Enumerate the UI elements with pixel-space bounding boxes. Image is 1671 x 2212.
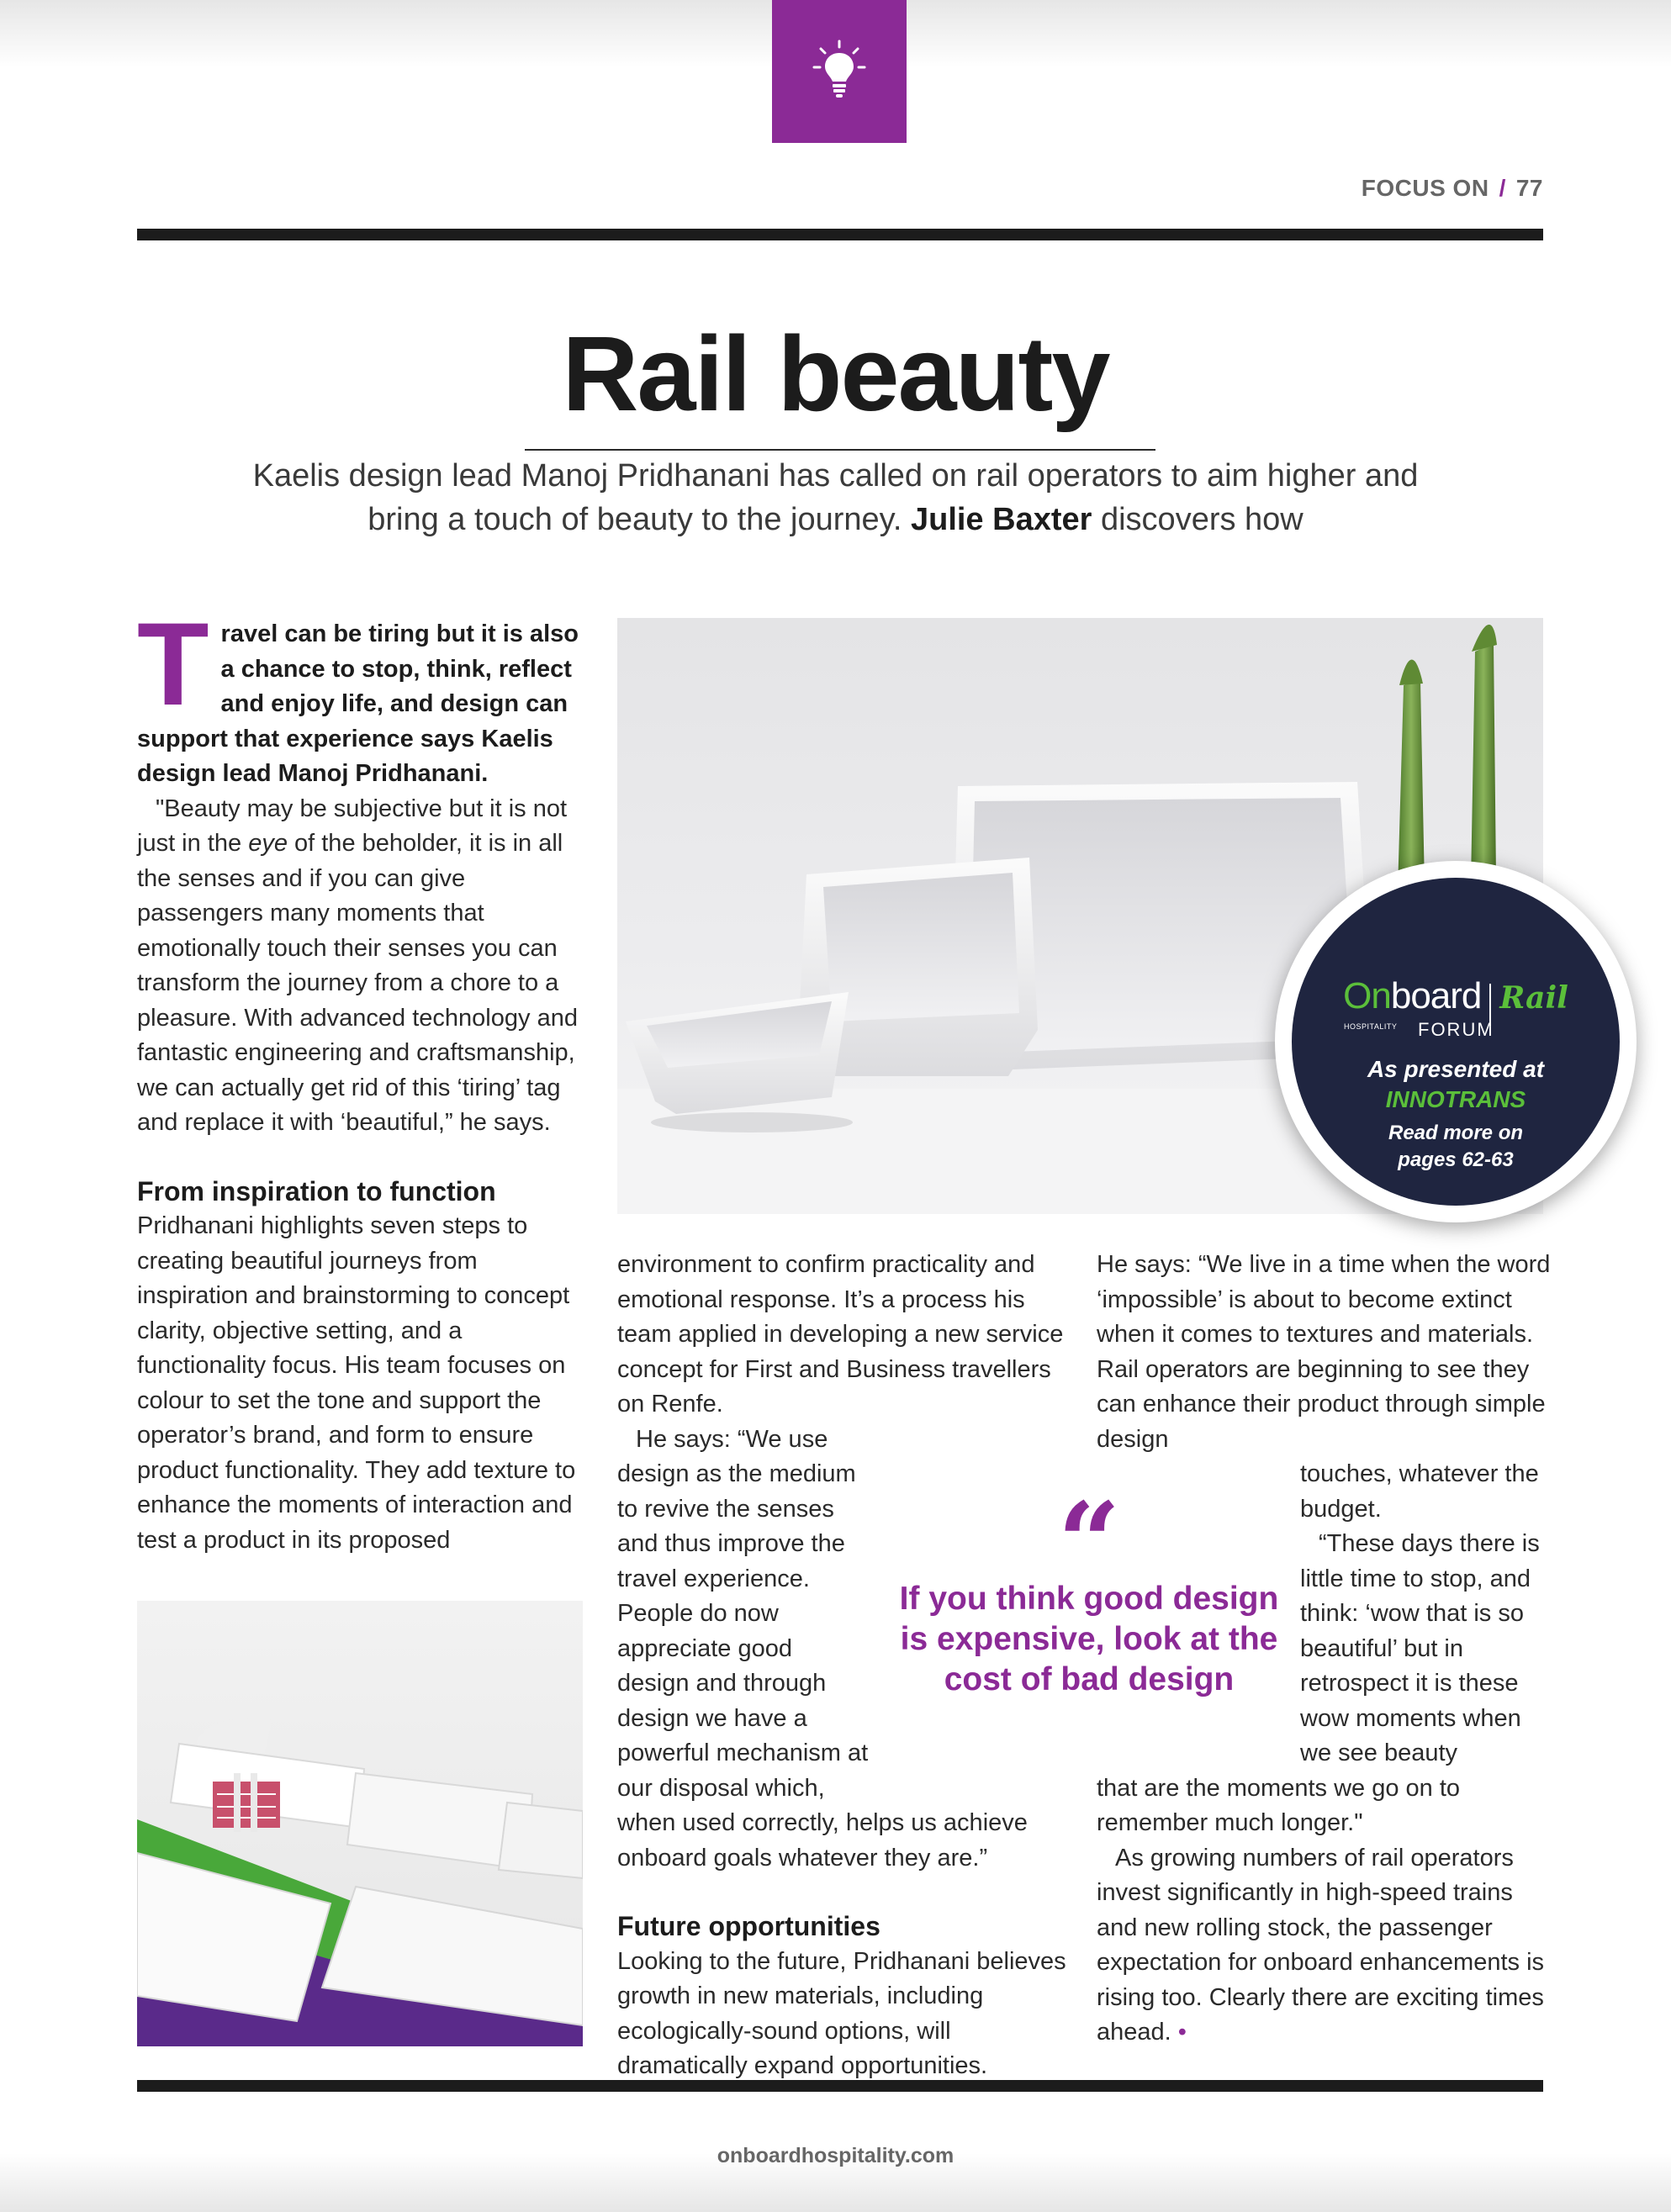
brand-forum: FORUM xyxy=(1418,1019,1494,1040)
body-paragraph-wrapped: touches, whatever the budget. xyxy=(1300,1460,1539,1523)
subhead-future: Future opportunities xyxy=(617,1911,880,1941)
place-setting-photo xyxy=(137,1601,583,2046)
body-paragraph: He says: “We live in a time when the word ‘impossible’ is about to become extinct when it comes to textures and materials. Rail operators are beginning to see they can enhance their product through simple design xyxy=(1097,1251,1551,1453)
running-head-separator: / xyxy=(1499,175,1506,201)
body-paragraph: Pridhanani highlights seven steps to creating beautiful journeys from inspiration and brainstorming to concept clarity, objective setting, and a functionality focus. His team focuses on colour to set the tone and support the operator’s brand, and form to ensure product functionality. They add texture to enhance the moments of interaction and test a product in its proposed xyxy=(137,1212,576,1554)
brand-onboard xyxy=(1343,975,1481,1016)
running-head xyxy=(1362,175,1543,202)
brand-on: On xyxy=(1343,975,1391,1016)
paragraph-text: As growing numbers of rail operators invest significantly in high-speed trains and new rolling stock, the passenger expectation for onboard enhancements is rising too. Clearly there are exciting times ahead. xyxy=(1097,1844,1545,2046)
badge-presented: As presented at xyxy=(1367,1056,1545,1082)
author-name: Julie Baxter xyxy=(910,502,1092,537)
pull-quote xyxy=(891,1478,1287,1700)
body-paragraph: when used correctly, helps us achieve onboard goals whatever they are.” xyxy=(617,1809,1028,1871)
standfirst-end: discovers how xyxy=(1100,502,1303,537)
title-underline xyxy=(525,449,1155,451)
onboard-forum-logo xyxy=(1292,975,1620,1026)
body-paragraph-wrapped: “These days there is little time to stop, and think: ‘wow that is so beautiful’ but in retrospect it is these wow moments when we see beauty xyxy=(1300,1530,1540,1766)
bottom-rule xyxy=(137,2080,1543,2092)
badge-read-more: Read more on xyxy=(1388,1122,1524,1144)
onboard-forum-badge xyxy=(1275,861,1637,1222)
body-paragraph xyxy=(137,792,591,1141)
body-paragraph: environment to confirm practicality and emotional response. It’s a process his team applied in developing a new service concept for First and Business travellers on Renfe. xyxy=(617,1251,1064,1417)
drop-cap: T xyxy=(137,598,209,730)
lightbulb-icon xyxy=(810,38,869,105)
place-setting-illustration xyxy=(137,1601,583,2046)
standfirst-text: Kaelis design lead Manoj Pridhanani has called on rail operators to aim higher and bring a touch of beauty to the journey. xyxy=(252,458,1419,537)
top-rule xyxy=(137,229,1543,240)
paragraph-text: of the beholder, it is in all the senses and if you can give passengers many moments that emotionally touch their senses you can transform the journey from a chore to a pleasure. With advanced technology and fantastic engineering and craftsmanship, we can actually get rid of this ‘tiring’ tag and replace it with ‘beautiful,” he says. xyxy=(137,830,578,1136)
brand-board: board xyxy=(1390,975,1482,1016)
brand-hospitality: HOSPITALITY xyxy=(1344,1022,1398,1031)
body-paragraph: that are the moments we go on to remember much longer." xyxy=(1097,1774,1461,1836)
subhead-inspiration: From inspiration to function xyxy=(137,1175,496,1206)
badge-inner xyxy=(1292,878,1620,1206)
standfirst xyxy=(252,454,1419,541)
paragraph-text: "Beauty may be subjective but it is not just in the xyxy=(137,795,568,857)
footer-url[interactable]: onboardhospitality.com xyxy=(717,2144,954,2167)
end-mark: • xyxy=(1177,2019,1187,2046)
brand-rail: Rail xyxy=(1499,980,1568,1016)
page-number: 77 xyxy=(1515,175,1543,201)
body-paragraph: Looking to the future, Pridhanani believes growth in new materials, including ecologically-sound options, will dramatically expand opportunities. xyxy=(617,1947,1066,2079)
badge-event: INNOTRANS xyxy=(1385,1086,1526,1112)
body-paragraph-wrapped: He says: “We use design as the medium to revive the senses and thus improve the travel experience. People do now appreciate good design and through design we have a powerful mechanism at our disposal which, xyxy=(617,1425,869,1802)
section-tab xyxy=(772,0,907,143)
column-1 xyxy=(137,598,591,1558)
body-paragraph xyxy=(1097,1841,1551,2051)
lead-paragraph xyxy=(137,598,591,792)
lead-text: ravel can be tiring but it is also a chance to stop, think, reflect and enjoy life, and design can support that experience says Kaelis design lead Manoj Pridhanani. xyxy=(137,620,579,787)
quote-mark-icon: “ xyxy=(1057,1478,1121,1607)
pull-quote-text: If you think good design is expensive, look at the cost of bad design xyxy=(899,1581,1279,1697)
article-title: Rail beauty xyxy=(562,314,1109,433)
section-name: FOCUS ON xyxy=(1361,175,1489,201)
emphasis-text: eye xyxy=(248,830,288,857)
badge-pages: pages 62-63 xyxy=(1398,1148,1514,1171)
